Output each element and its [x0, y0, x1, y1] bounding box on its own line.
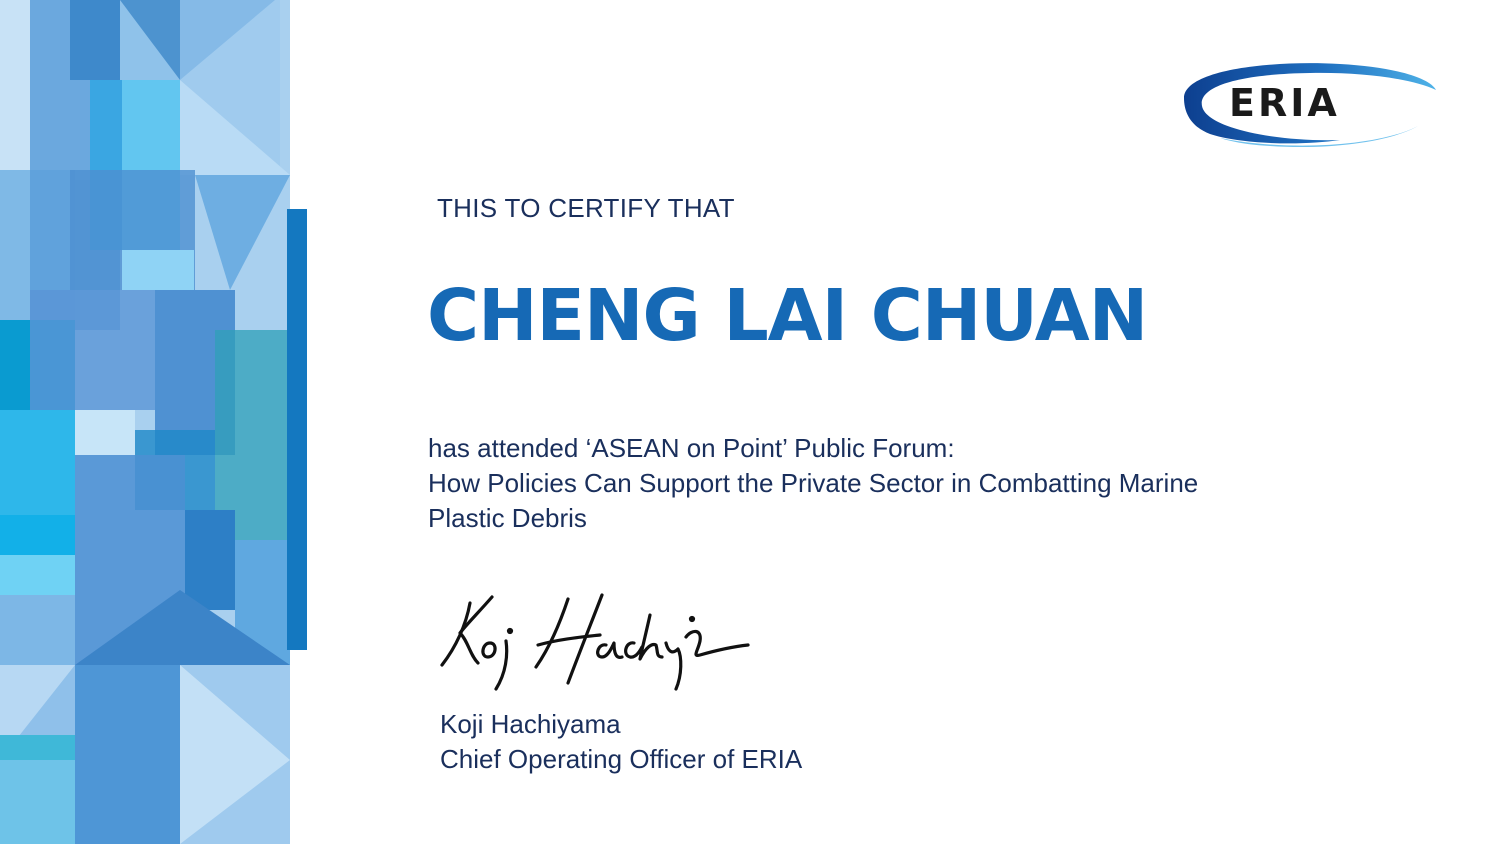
recipient-name: CHENG LAI CHUAN: [427, 274, 1148, 357]
certify-heading: THIS TO CERTIFY THAT: [437, 193, 735, 223]
accent-bar: [287, 209, 307, 650]
signatory-name: Koji Hachiyama: [440, 709, 621, 739]
attendance-line: has attended ‘ASEAN on Point’ Public Forum:: [428, 433, 955, 463]
signature-image: [430, 585, 750, 705]
attendance-line: How Policies Can Support the Private Sector in Combatting Marine: [428, 468, 1199, 498]
geometric-pattern-panel: [0, 0, 310, 844]
signatory-block: [440, 707, 802, 777]
attendance-line: Plastic Debris: [428, 503, 587, 533]
attendance-description: [428, 431, 1328, 536]
signatory-title: Chief Operating Officer of ERIA: [440, 744, 803, 774]
logo-text: ERIA: [1229, 81, 1340, 125]
